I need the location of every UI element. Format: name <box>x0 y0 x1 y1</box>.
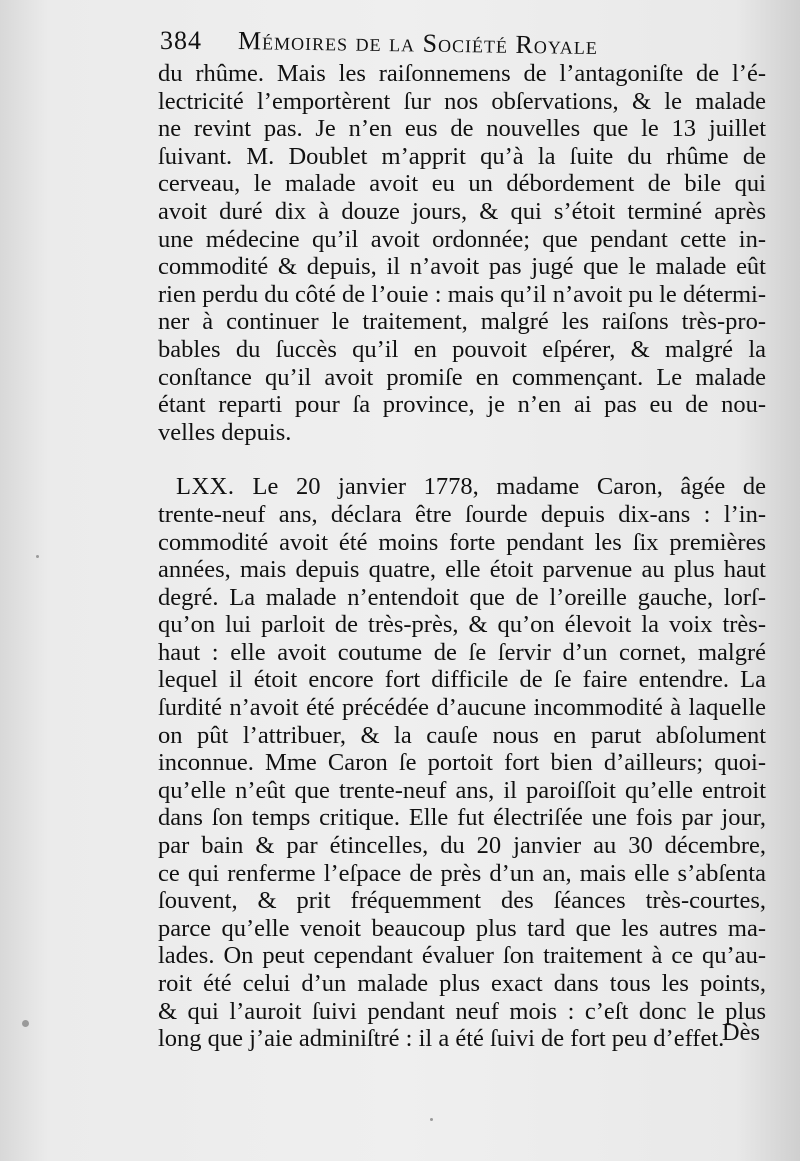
text-line: commodité avoit été moins forte pendant les ſix premières <box>158 528 766 556</box>
text-line: haut : elle avoit coutume de ſe ſervir d’un cornet, malgré <box>158 638 766 666</box>
text-line: qu’elle n’eût que trente-neuf ans, il paroiſſoit qu’elle entroit <box>158 776 766 804</box>
text-line: lectricité l’emportèrent ſur nos obſervations, & le malade <box>158 87 766 115</box>
paper-speck <box>22 1020 29 1027</box>
paper-speck <box>36 555 39 558</box>
text-line: ſurdité n’avoit été précédée d’aucune incommodité à laquelle <box>158 694 766 722</box>
text-line: velles depuis. <box>158 418 292 446</box>
paragraph-gap <box>158 446 766 473</box>
text-line: bables du ſuccès qu’il en pouvoit eſpérer, & malgré la <box>158 335 766 363</box>
text-block <box>158 60 766 1053</box>
catchword: Dès <box>721 1019 760 1046</box>
text-line: ne revint pas. Je n’en eus de nouvelles que le 13 juillet <box>158 115 766 143</box>
text-line: commodité & depuis, il n’avoit pas jugé que le malade eût <box>158 253 766 281</box>
text-line: étant reparti pour ſa province, je n’en ai pas eu de nou- <box>158 391 766 419</box>
text-line: rien perdu du côté de l’ouie : mais qu’il n’avoit pu le détermi- <box>158 280 766 308</box>
paragraph-2 <box>158 473 766 1052</box>
text-line: inconnue. Mme Caron ſe portoit fort bien d’ailleurs; quoi- <box>158 749 766 777</box>
paragraph-heading: LXX. <box>176 473 253 501</box>
text-line-content: Le 20 janvier 1778, madame Caron, âgée de <box>252 473 766 501</box>
paper-speck <box>430 1118 433 1121</box>
running-title: Mémoires de la Société Royale <box>237 26 599 61</box>
text-line: cerveau, le malade avoit eu un débordement de bile qui <box>158 170 766 198</box>
text-line: avoit duré dix à douze jours, & qui s’étoit terminé après <box>158 197 766 225</box>
text-line: dans ſon temps critique. Elle fut électriſée une fois par jour, <box>158 804 766 832</box>
page-number: 384 <box>160 26 202 55</box>
text-line: lades. On peut cependant évaluer ſon traitement à ce qu’au- <box>158 942 766 970</box>
text-line: & qui l’auroit ſuivi pendant neuf mois : c’eſt donc le plus <box>158 997 766 1025</box>
text-line: parce qu’elle venoit beaucoup plus tard que les autres ma- <box>158 914 766 942</box>
text-line <box>158 473 766 501</box>
paragraph-1 <box>158 60 766 446</box>
text-line: lequel il étoit encore fort difficile de ſe faire entendre. La <box>158 666 766 694</box>
text-line: années, mais depuis quatre, elle étoit parvenue au plus haut <box>158 556 766 584</box>
text-line: une médecine qu’il avoit ordonnée; que pendant cette in- <box>158 225 766 253</box>
text-line: qu’on lui parloit de très-près, & qu’on élevoit la voix très- <box>158 611 766 639</box>
text-line: ſouvent, & prit fréquemment des ſéances très-courtes, <box>158 887 766 915</box>
text-line: trente-neuf ans, déclara être ſourde depuis dix-ans : l’in- <box>158 500 766 528</box>
text-line: on pût l’attribuer, & la cauſe nous en parut abſolument <box>158 721 766 749</box>
text-line: degré. La malade n’entendoit que de l’oreille gauche, lorſ- <box>158 583 766 611</box>
text-line: du rhûme. Mais les raiſonnemens de l’antagoniſte de l’é- <box>158 60 766 87</box>
text-line: ner à continuer le traitement, malgré les raiſons très-pro- <box>158 308 766 336</box>
text-line: ce qui renferme l’eſpace de près d’un an, mais elle s’abſenta <box>158 859 766 887</box>
text-line: ſuivant. M. Doublet m’apprit qu’à la ſuite du rhûme de <box>158 142 766 170</box>
text-line: par bain & par étincelles, du 20 janvier au 30 décembre, <box>158 832 766 860</box>
text-line: long que j’aie adminiſtré : il a été ſuivi de fort peu d’effet. <box>158 1025 725 1053</box>
text-line: roit été celui d’un malade plus exact dans tous les points, <box>158 970 766 997</box>
text-line: conſtance qu’il avoit promiſe en commençant. Le malade <box>158 363 766 391</box>
